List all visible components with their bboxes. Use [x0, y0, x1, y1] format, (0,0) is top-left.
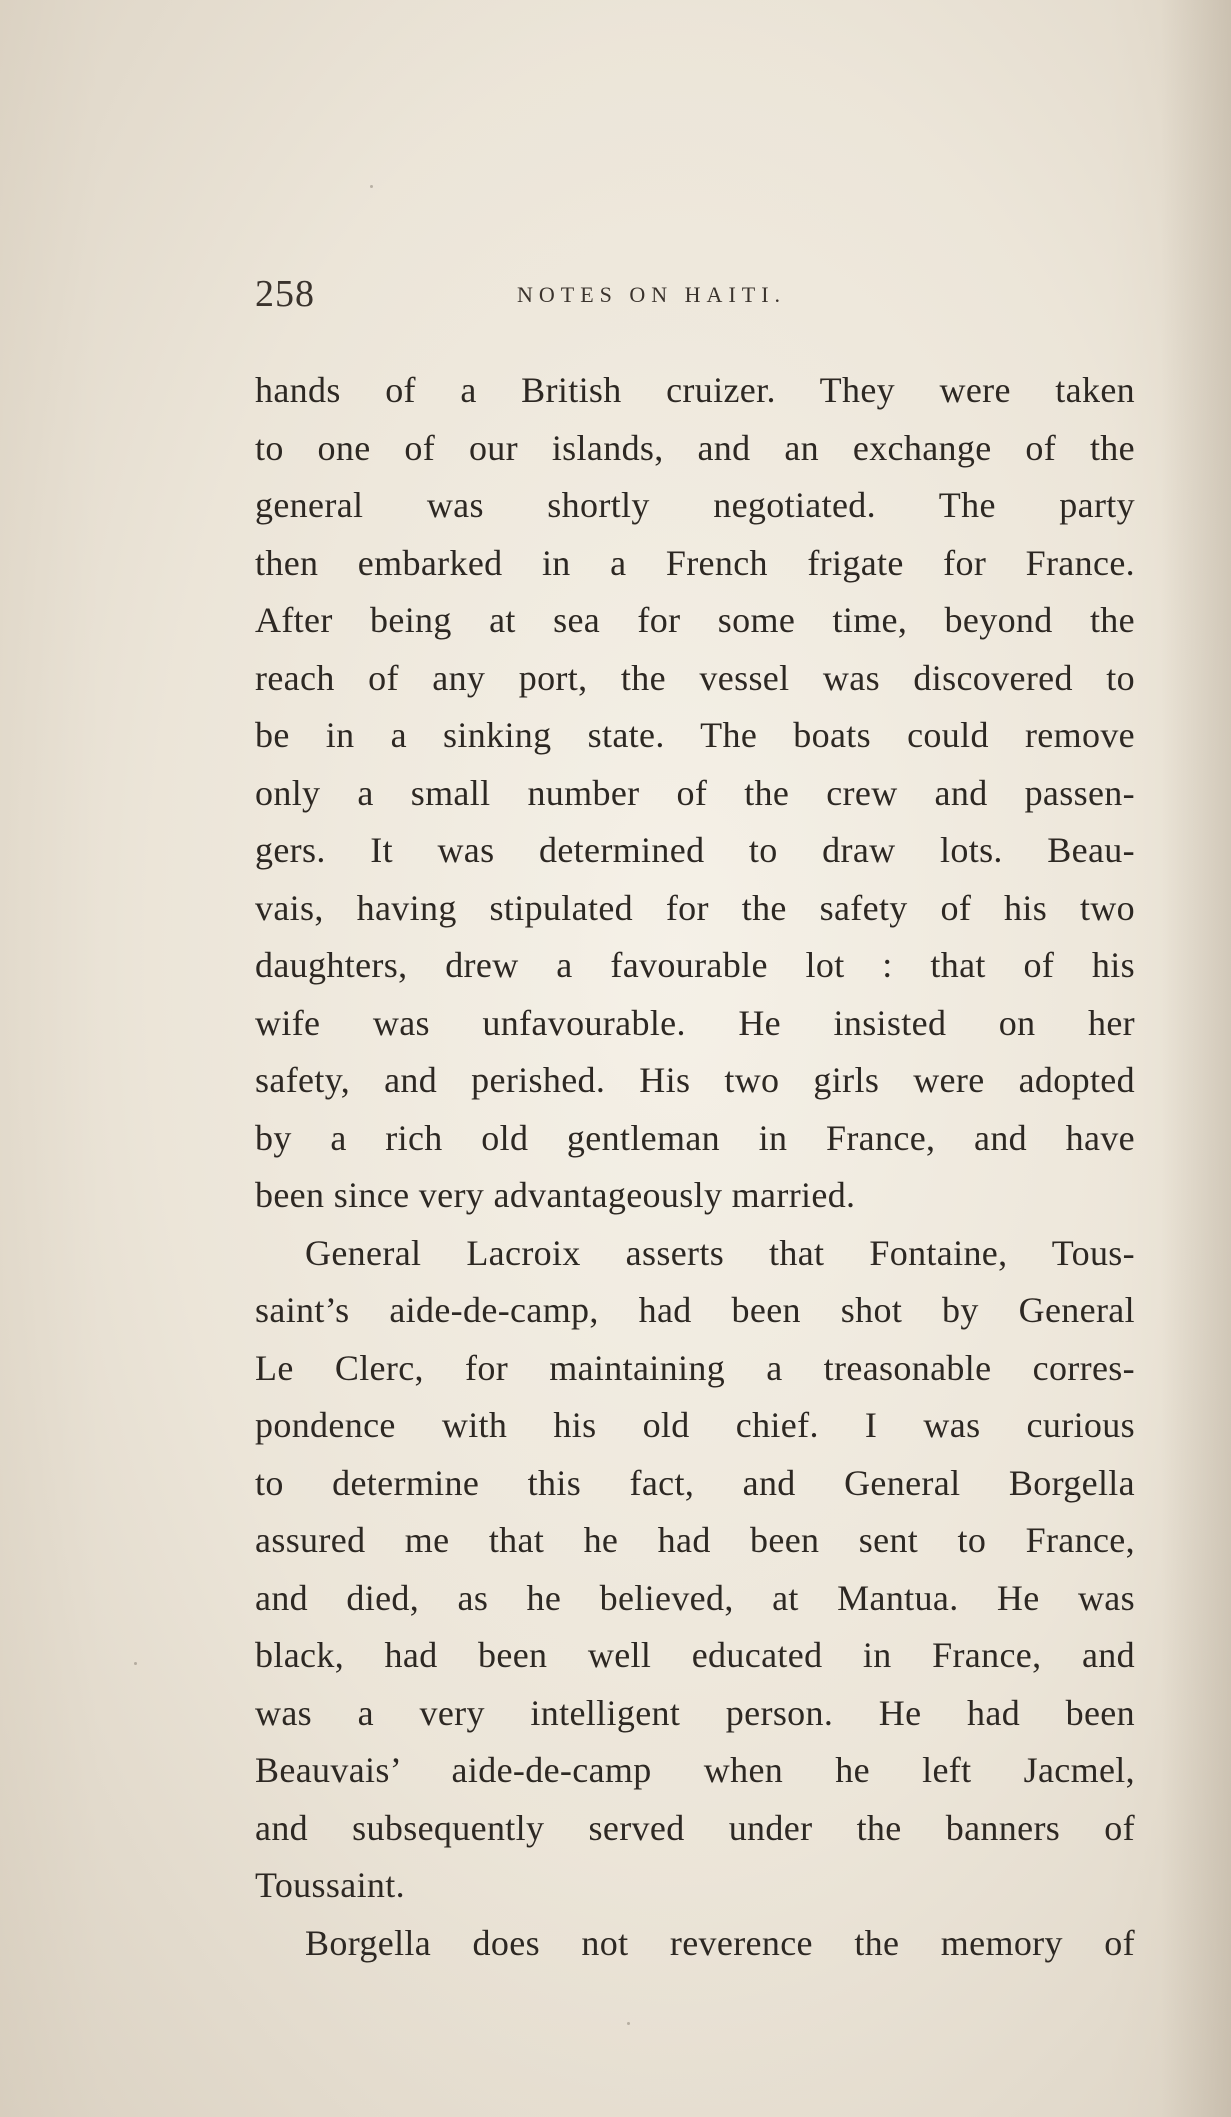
- text-line: reach of any port, the vessel was discovered to: [255, 657, 1135, 698]
- text-line: Le Clerc, for maintaining a treasonable corres-: [255, 1347, 1135, 1388]
- text-line: only a small number of the crew and passen-: [255, 772, 1135, 813]
- text-line: was a very intelligent person. He had been: [255, 1692, 1135, 1733]
- text-line: then embarked in a French frigate for France.: [255, 542, 1135, 583]
- text-line: black, had been well educated in France, and: [255, 1635, 1135, 1675]
- paragraph-start-line: Borgella does not reverence the memory of: [305, 1922, 1135, 1963]
- text-line: pondence with his old chief. I was curious: [255, 1405, 1135, 1445]
- text-line: vais, having stipulated for the safety of his two: [255, 887, 1135, 928]
- page-edge-shadow: [1161, 0, 1231, 2117]
- text-line: saint’s aide-de-camp, had been shot by General: [255, 1290, 1135, 1330]
- paper-speck: [370, 185, 373, 188]
- text-line: and subsequently served under the banners of: [255, 1807, 1135, 1848]
- text-line: gers. It was determined to draw lots. Beau-: [255, 830, 1135, 870]
- text-line: by a rich old gentleman in France, and have: [255, 1117, 1135, 1158]
- text-line: and died, as he believed, at Mantua. He was: [255, 1577, 1135, 1618]
- text-line: assured me that he had been sent to France,: [255, 1520, 1135, 1560]
- text-line: to determine this fact, and General Borgella: [255, 1462, 1135, 1503]
- text-line: wife was unfavourable. He insisted on her: [255, 1002, 1135, 1043]
- paragraph-start-line: General Lacroix asserts that Fontaine, Tous-: [305, 1232, 1135, 1273]
- page-header: [255, 272, 1135, 322]
- text-line: been since very advantageously married.: [255, 1175, 856, 1215]
- text-line: safety, and perished. His two girls were adopted: [255, 1060, 1135, 1100]
- text-line: After being at sea for some time, beyond the: [255, 600, 1135, 640]
- text-line: Beauvais’ aide-de-camp when he left Jacmel,: [255, 1750, 1135, 1790]
- paper-speck: [134, 1662, 137, 1665]
- page-number: 258: [255, 273, 315, 315]
- text-line: be in a sinking state. The boats could remove: [255, 715, 1135, 755]
- text-line: hands of a British cruizer. They were taken: [255, 370, 1135, 410]
- body-text: [255, 362, 1135, 1972]
- text-line: daughters, drew a favourable lot : that of his: [255, 945, 1135, 985]
- text-line: Toussaint.: [255, 1865, 405, 1905]
- paper-speck: [627, 2022, 630, 2025]
- text-line: to one of our islands, and an exchange of the: [255, 427, 1135, 468]
- running-head: NOTES ON HAITI.: [517, 282, 787, 307]
- text-line: general was shortly negotiated. The party: [255, 485, 1135, 525]
